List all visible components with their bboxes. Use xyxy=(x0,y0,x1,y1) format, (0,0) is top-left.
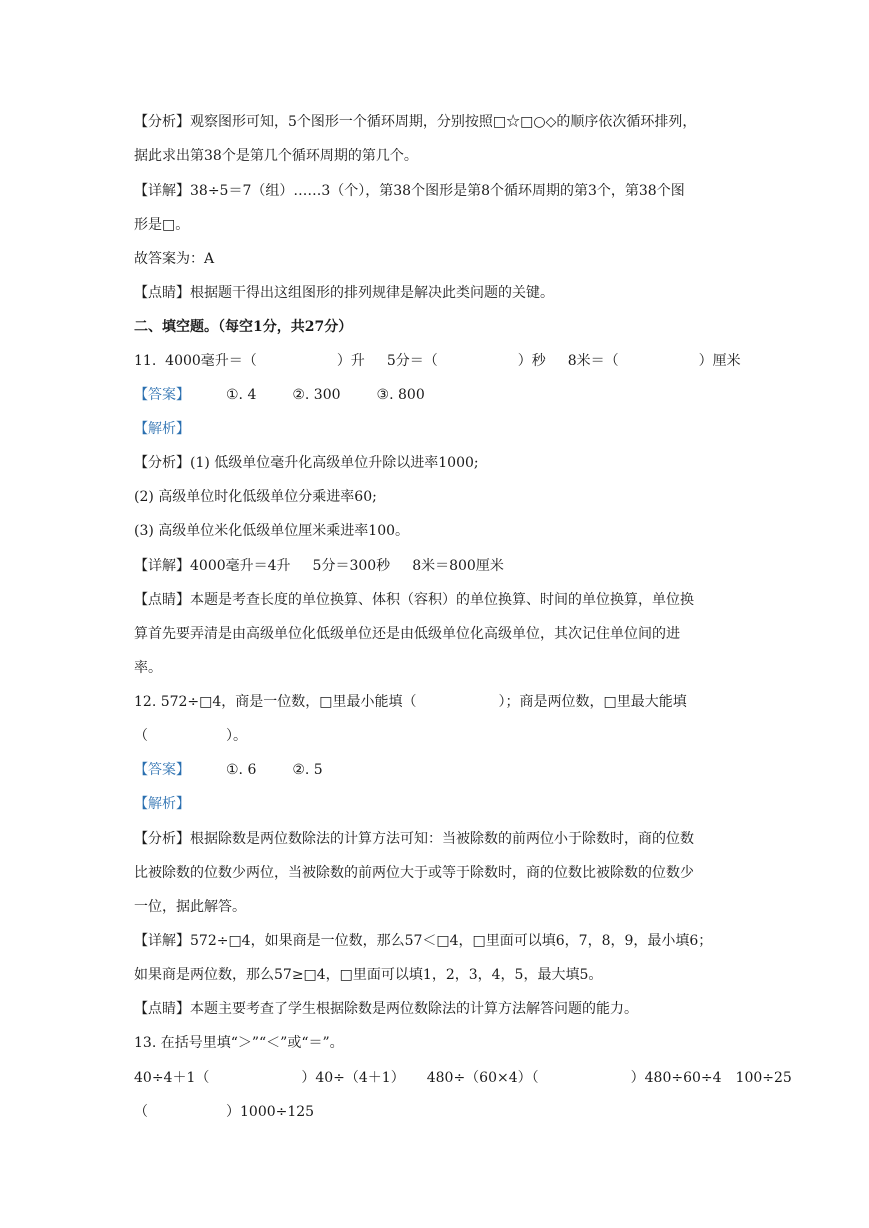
q12-analysis-3: 一位，据此解答。 xyxy=(134,899,246,915)
q11-detail-b: 5分＝300秒 xyxy=(312,558,391,574)
section-heading: 二、填空题。（每空1分，共27分） xyxy=(134,319,353,335)
question-12-line-2 xyxy=(134,726,247,746)
q12-part-c: （ xyxy=(134,728,148,744)
analysis-line-1: 【分析】观察图形可知，5个图形一个循环周期，分别按照□☆□○◇的顺序依次循环排列， xyxy=(134,114,697,130)
q11-comment-1: 【点睛】本题是考查长度的单位换算、体积（容积）的单位换算、时间的单位换算，单位换 xyxy=(134,592,694,608)
q11-detail-c: 8米＝800厘米 xyxy=(412,558,504,574)
answer-conclusion: 故答案为：A xyxy=(134,251,215,267)
q11-part-f: ）厘米 xyxy=(698,353,741,369)
q13-part-b: ）40÷（4＋1） xyxy=(301,1070,405,1086)
q11-number: 11. xyxy=(134,353,157,369)
q12-detail-1: 【详解】572÷□4，如果商是一位数，那么57＜□4，□里面可以填6，7，8，9，最小填6； xyxy=(134,933,713,949)
q11-part-a: 4000毫升＝（ xyxy=(165,353,257,369)
q12-answer-1: ①. 6 xyxy=(226,762,257,778)
q12-detail-2: 如果商是两位数，那么57≥□4，□里面可以填1，2，3，4，5，最大填5。 xyxy=(134,967,603,983)
q12-answer-2: ②. 5 xyxy=(292,762,323,778)
q11-answer-1: ①. 4 xyxy=(226,387,257,403)
detail-line-2: 形是□。 xyxy=(134,217,190,233)
analysis-line-2: 据此求出第38个是第几个循环周期的第几个。 xyxy=(134,148,418,164)
q13-part-g: ）1000÷125 xyxy=(226,1104,315,1120)
q11-analysis-1: 【分析】(1) 低级单位毫升化高级单位升除以进率1000; xyxy=(134,455,479,471)
q12-answer-row xyxy=(134,760,323,780)
q11-jiexi-label: 【解析】 xyxy=(134,421,190,437)
q11-detail-a: 【详解】4000毫升＝4升 xyxy=(134,558,291,574)
q11-part-b: ）升 xyxy=(336,353,365,369)
q11-part-d: ）秒 xyxy=(517,353,546,369)
q12-answer-label: 【答案】 xyxy=(134,762,190,778)
q11-part-e: 8米＝（ xyxy=(567,353,619,369)
q13-part-f: （ xyxy=(134,1104,148,1120)
q13-part-a: 40÷4＋1（ xyxy=(134,1070,210,1086)
question-13-line-2 xyxy=(134,1102,314,1122)
q12-analysis-1: 【分析】根据除数是两位数除法的计算方法可知：当被除数的前两位小于除数时，商的位数 xyxy=(134,831,694,847)
q11-comment-3: 率。 xyxy=(134,660,162,676)
comment-line: 【点睛】根据题干得出这组图形的排列规律是解决此类问题的关键。 xyxy=(134,285,554,301)
q11-comment-2: 算首先要弄清是由高级单位化低级单位还是由低级单位化高级单位，其次记住单位间的进 xyxy=(134,626,680,642)
q11-analysis-3: (3) 高级单位米化低级单位厘米乘进率100。 xyxy=(134,523,410,539)
q13-part-c: 480÷（60×4）（ xyxy=(426,1070,539,1086)
question-12-line-1 xyxy=(134,692,687,712)
q12-part-b: ）；商是两位数，□里最大能填 xyxy=(498,694,687,710)
q11-answer-row xyxy=(134,385,425,405)
question-11 xyxy=(134,351,741,371)
q12-jiexi-label: 【解析】 xyxy=(134,796,190,812)
q12-part-d: ）。 xyxy=(226,728,247,744)
q13-part-d: ）480÷60÷4 xyxy=(630,1070,722,1086)
detail-line-1: 【详解】38÷5＝7（组）……3（个），第38个图形是第8个循环周期的第3个，第38个图 xyxy=(134,183,685,199)
q11-part-c: 5分＝（ xyxy=(386,353,438,369)
q12-part-a: 12. 572÷□4，商是一位数，□里最小能填（ xyxy=(134,694,417,710)
question-13-prompt: 13. 在括号里填“＞”“＜”或“＝”。 xyxy=(134,1035,344,1051)
q11-analysis-2: (2) 高级单位时化低级单位分乘进率60; xyxy=(134,489,377,505)
q12-analysis-2: 比被除数的位数少两位，当被除数的前两位大于或等于除数时，商的位数比被除数的位数少 xyxy=(134,865,694,881)
q13-part-e: 100÷25 xyxy=(735,1070,792,1086)
q11-answer-2: ②. 300 xyxy=(292,387,341,403)
q11-answer-label: 【答案】 xyxy=(134,387,190,403)
question-13-line-1 xyxy=(134,1068,792,1088)
q12-comment: 【点睛】本题主要考查了学生根据除数是两位数除法的计算方法解答问题的能力。 xyxy=(134,1001,638,1017)
q11-answer-3: ③. 800 xyxy=(376,387,425,403)
q11-detail xyxy=(134,556,504,576)
